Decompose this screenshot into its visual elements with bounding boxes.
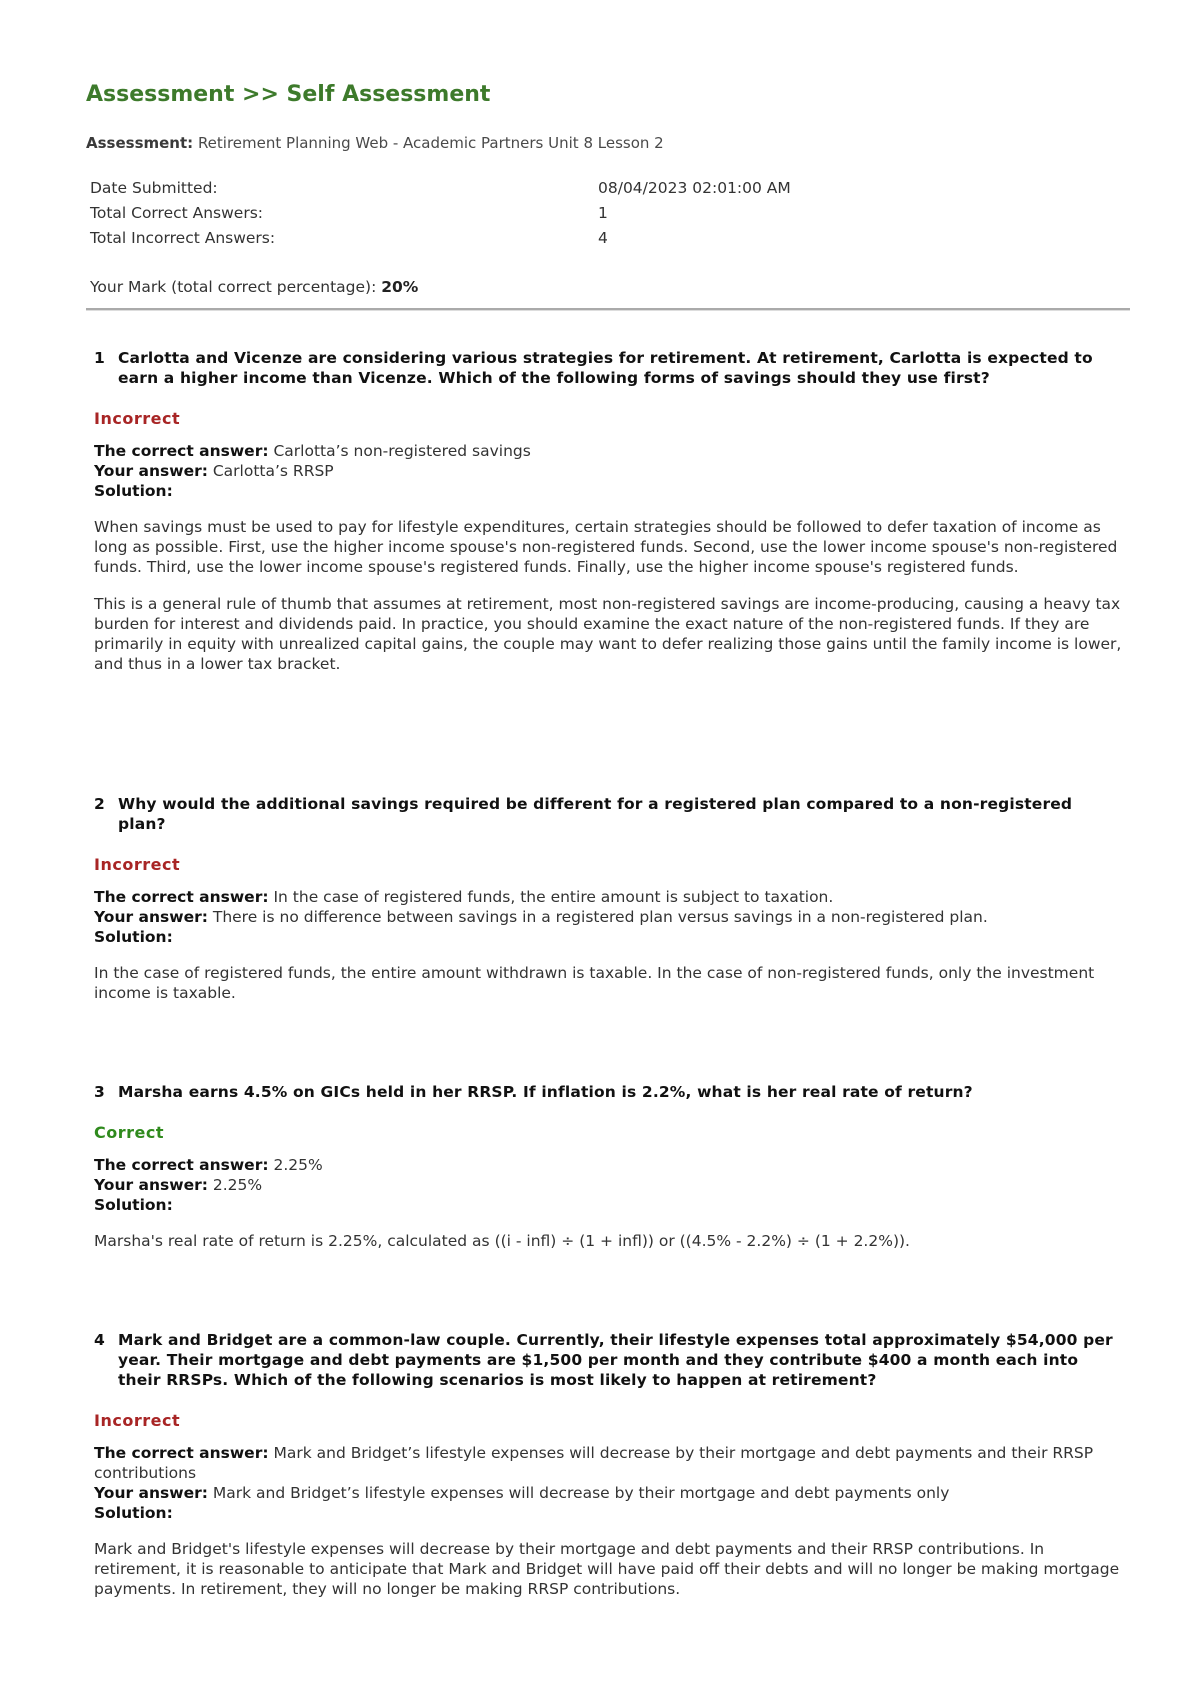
- correct-answer: Mark and Bridget’s lifestyle expenses will decrease by their mortgage and debt payments and their RRSP contributions: [94, 1444, 1094, 1482]
- question-header: [94, 1330, 1124, 1390]
- divider: [86, 308, 1130, 311]
- solution-paragraph: This is a general rule of thumb that assumes at retirement, most non-registered savings are income-producing, causing a heavy tax burden for interest and dividends paid. In practice, you should examine the exact nature of the non-registered funds. If they are primarily in equity with unrealized capital gains, the couple may want to defer realizing those gains until the family income is lower, and thus in a lower tax bracket.: [94, 595, 1122, 673]
- total-incorrect-label: Total Incorrect Answers:: [90, 229, 276, 247]
- answers-block: [94, 1155, 1124, 1215]
- mark-line: [90, 275, 1130, 299]
- question-number: 1: [94, 349, 105, 367]
- summary-row-correct: [90, 201, 1130, 226]
- solution-label: Solution:: [94, 1504, 173, 1522]
- question-number: 2: [94, 795, 105, 813]
- question-header: [94, 348, 1124, 388]
- question-3: [94, 1082, 1124, 1251]
- your-answer-line: Your answer: There is no difference between savings in a registered plan versus savings in a non-registered plan.: [94, 908, 988, 926]
- total-correct-label: Total Correct Answers:: [90, 204, 264, 222]
- your-answer-line: Your answer: 2.25%: [94, 1176, 263, 1194]
- assessment-label: Assessment:: [86, 134, 194, 152]
- question-number: 4: [94, 1331, 105, 1349]
- mark-label: Your Mark (total correct percentage):: [90, 278, 377, 296]
- question-2: [94, 794, 1124, 1003]
- solution-paragraph: In the case of registered funds, the entire amount withdrawn is taxable. In the case of non-registered funds, only the investment income is taxable.: [94, 964, 1095, 1002]
- answers-block: [94, 1443, 1124, 1523]
- solution-label: Solution:: [94, 482, 173, 500]
- question-4: [94, 1330, 1124, 1599]
- question-1: [94, 348, 1124, 674]
- summary-row-date: [90, 176, 1130, 201]
- status-badge: Correct: [94, 1123, 164, 1142]
- summary-row-incorrect: [90, 226, 1130, 251]
- question-text: Carlotta and Vicenze are considering various strategies for retirement. At retirement, Carlotta is expected to earn a higher income than Vicenze. Which of the following forms of savings should they use first?: [118, 349, 1093, 387]
- correct-answer-line: The correct answer: Mark and Bridget’s lifestyle expenses will decrease by their mortgage and debt payments and their RRSP contributions: [94, 1444, 1094, 1482]
- mark-value: 20%: [381, 278, 419, 296]
- date-submitted-label: Date Submitted:: [90, 179, 218, 197]
- status-badge: Incorrect: [94, 409, 181, 428]
- solution-paragraph: Mark and Bridget's lifestyle expenses will decrease by their mortgage and debt payments and their RRSP contributions. In retirement, it is reasonable to anticipate that Mark and Bridget will have paid off their debts and will no longer be making mortgage payments. In retirement, they will no longer be making RRSP contributions.: [94, 1540, 1120, 1598]
- your-answer: There is no difference between savings in a registered plan versus savings in a non-registered plan.: [212, 908, 988, 926]
- solution-label: Solution:: [94, 1196, 173, 1214]
- assessment-name: Retirement Planning Web - Academic Partners Unit 8 Lesson 2: [197, 134, 664, 152]
- total-correct-value: 1: [598, 204, 608, 222]
- question-header: [94, 1082, 1124, 1102]
- your-answer: Carlotta’s RRSP: [212, 462, 334, 480]
- correct-answer-line: The correct answer: 2.25%: [94, 1156, 323, 1174]
- correct-answer: 2.25%: [273, 1156, 323, 1174]
- your-answer: 2.25%: [212, 1176, 263, 1194]
- date-submitted-value: 08/04/2023 02:01:00 AM: [598, 179, 791, 197]
- question-number: 3: [94, 1083, 105, 1101]
- correct-answer-line: The correct answer: Carlotta’s non-registered savings: [94, 442, 531, 460]
- breadcrumb: Assessment >> Self Assessment: [86, 82, 491, 107]
- assessment-report: [86, 78, 1130, 311]
- answers-block: [94, 441, 1124, 501]
- your-answer-line: Your answer: Carlotta’s RRSP: [94, 462, 334, 480]
- assessment-name-line: [86, 132, 1130, 154]
- correct-answer: Carlotta’s non-registered savings: [273, 442, 531, 460]
- status-badge: Incorrect: [94, 1411, 181, 1430]
- status-badge: Incorrect: [94, 855, 181, 874]
- summary-table: [90, 176, 1130, 251]
- question-text: Mark and Bridget are a common-law couple. Currently, their lifestyle expenses total approximately $54,000 per year. Their mortgage and debt payments are $1,500 per month and they contribute $400 a month each into their RRSPs. Which of the following scenarios is most likely to happen at retirement?: [118, 1331, 1113, 1389]
- question-header: [94, 794, 1124, 834]
- correct-answer: In the case of registered funds, the entire amount is subject to taxation.: [273, 888, 834, 906]
- solution-label: Solution:: [94, 928, 173, 946]
- your-answer: Mark and Bridget’s lifestyle expenses will decrease by their mortgage and debt payments only: [212, 1484, 950, 1502]
- question-text: Marsha earns 4.5% on GICs held in her RRSP. If inflation is 2.2%, what is her real rate of return?: [118, 1083, 973, 1101]
- solution-paragraph: Marsha's real rate of return is 2.25%, calculated as ((i - infl) ÷ (1 + infl)) or ((4.5% - 2.2%) ÷ (1 + 2.2%)).: [94, 1232, 910, 1250]
- total-incorrect-value: 4: [598, 229, 608, 247]
- question-text: Why would the additional savings required be different for a registered plan compared to a non-registered plan?: [118, 795, 1073, 833]
- solution-paragraph: When savings must be used to pay for lifestyle expenditures, certain strategies should be followed to defer taxation of income as long as possible. First, use the higher income spouse's non-registered funds. Second, use the lower income spouse's non-registered funds. Third, use the lower income spouse's registered funds. Finally, use the higher income spouse's registered funds.: [94, 518, 1118, 576]
- correct-answer-line: The correct answer: In the case of registered funds, the entire amount is subject to taxation.: [94, 888, 834, 906]
- answers-block: [94, 887, 1124, 947]
- your-answer-line: Your answer: Mark and Bridget’s lifestyle expenses will decrease by their mortgage and debt payments only: [94, 1484, 950, 1502]
